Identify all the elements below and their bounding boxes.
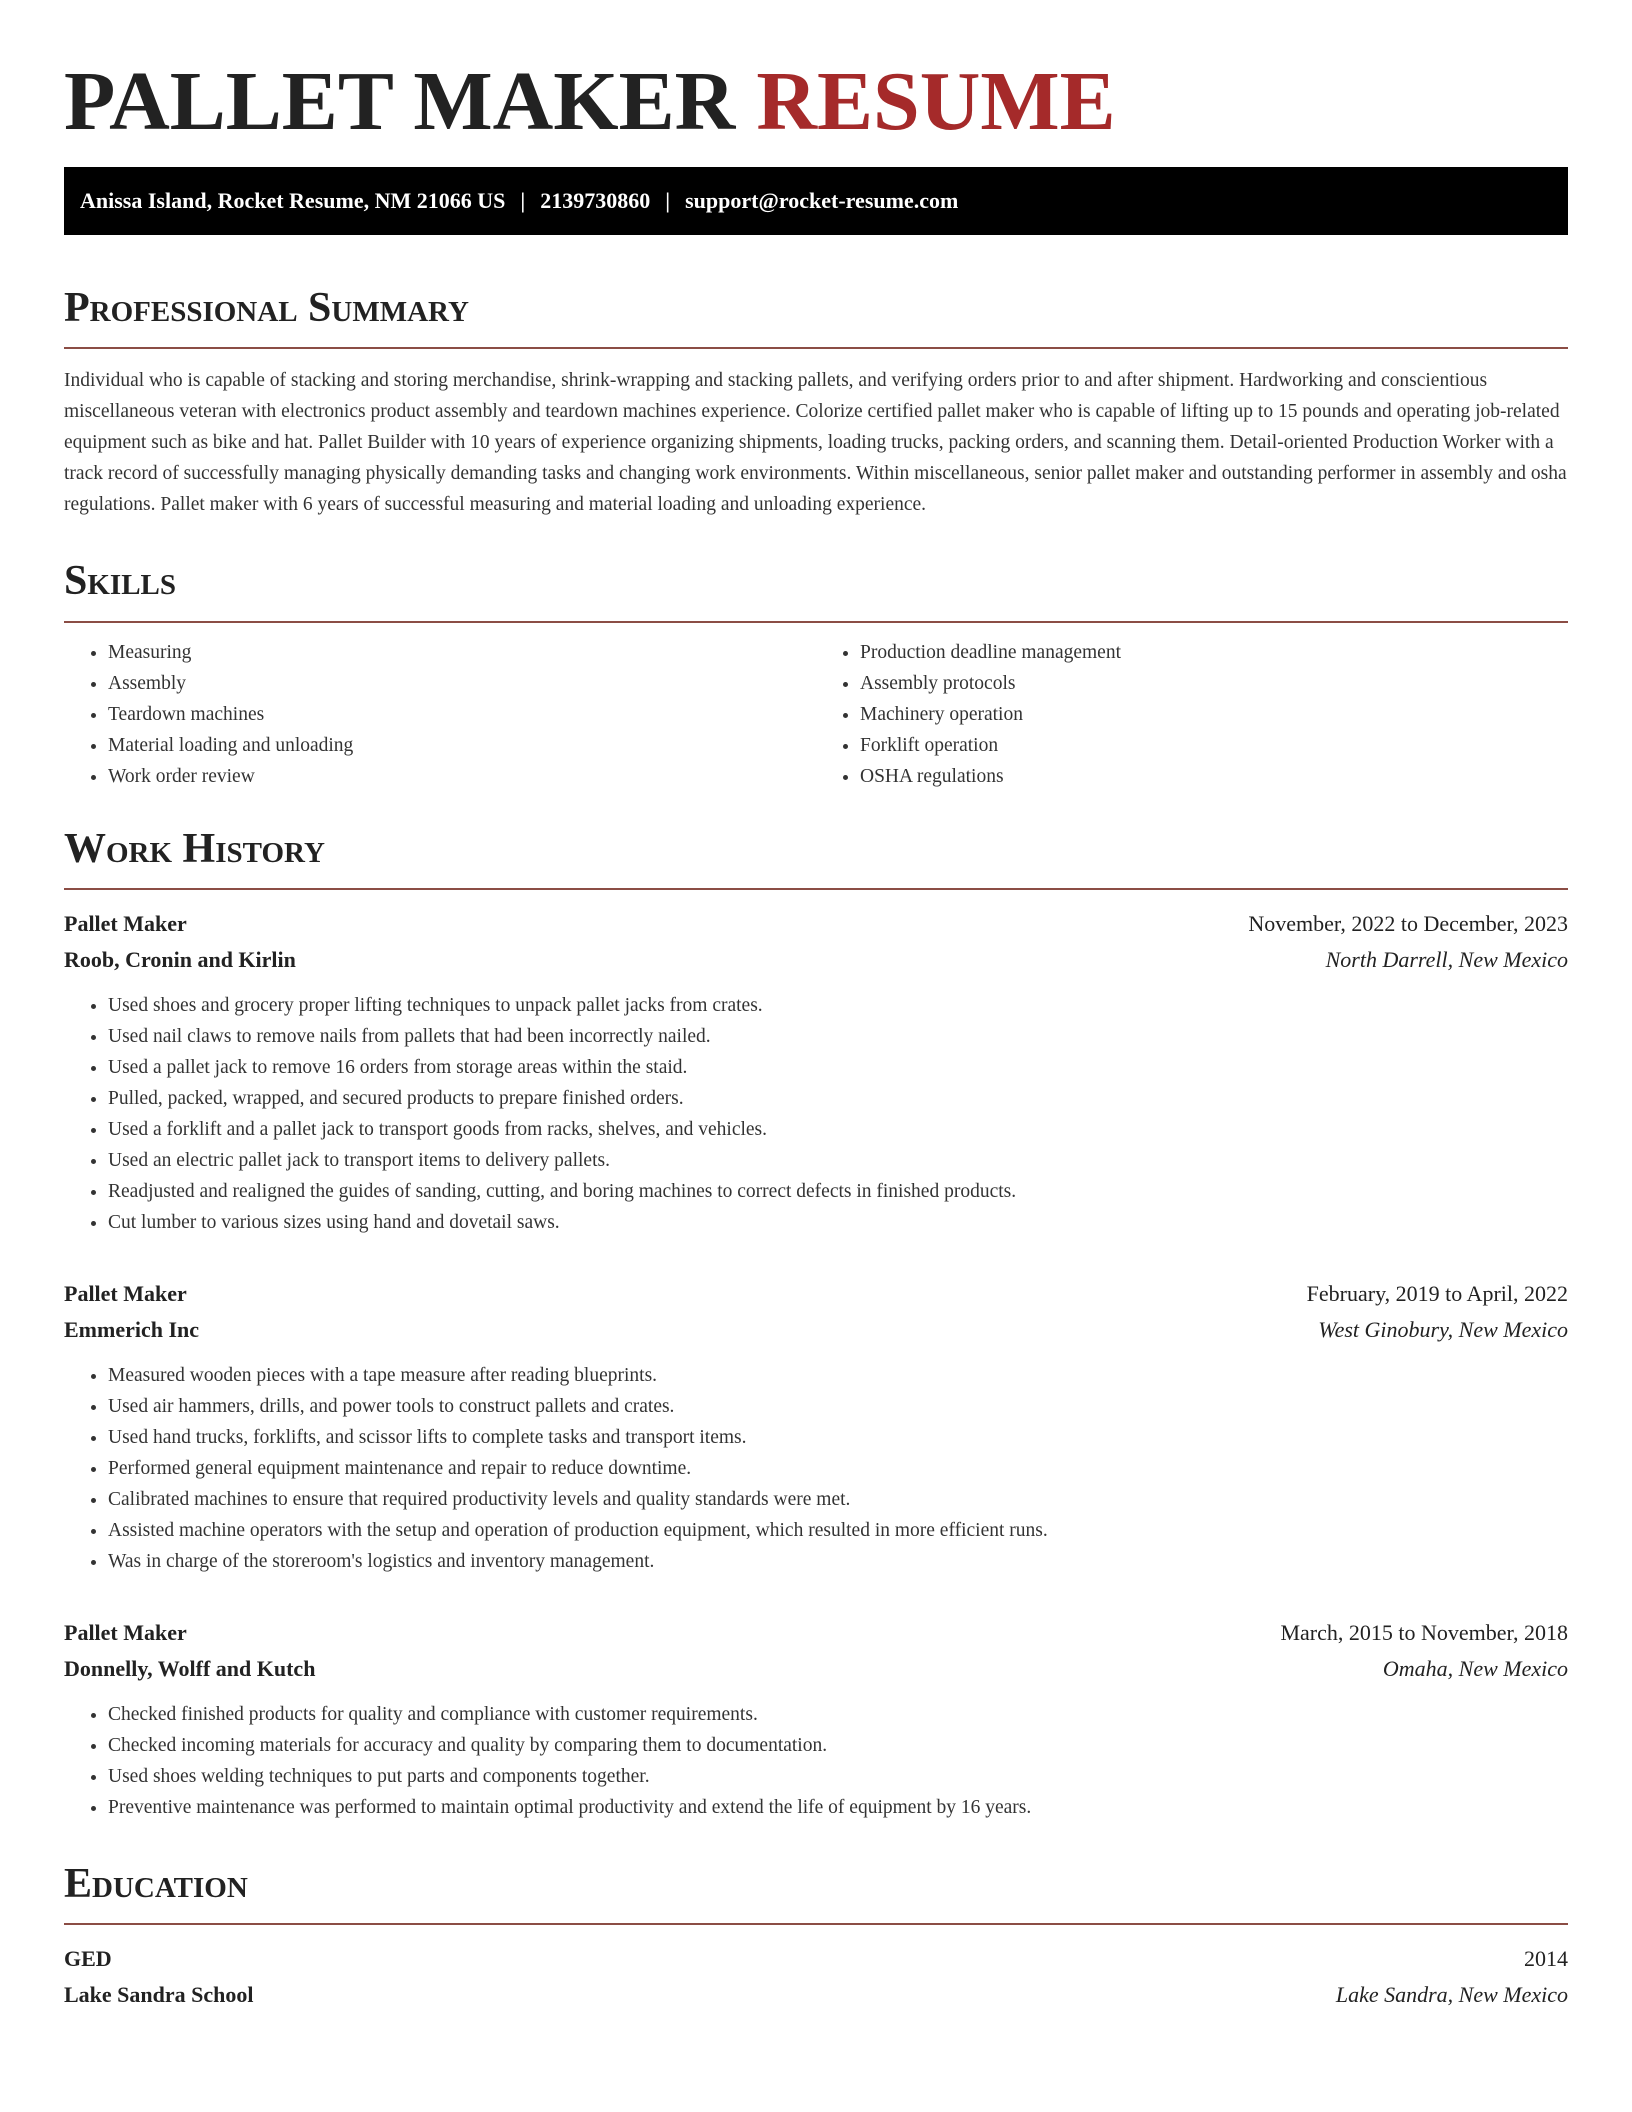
job-bullets	[64, 1360, 1568, 1577]
job-bullet: • Performed general equipment maintenance and repair to reduce downtime.	[108, 1453, 1568, 1484]
education-location: Lake Sandra, New Mexico	[1335, 1982, 1568, 2008]
education-degree: GED	[64, 1946, 112, 1972]
section-divider	[64, 888, 1568, 890]
contact-separator: |	[665, 187, 671, 213]
job-bullet: • Used nail claws to remove nails from pallets that had been incorrectly nailed.	[108, 1021, 1568, 1052]
contact-address: Anissa Island, Rocket Resume, NM 21066 US	[80, 187, 506, 213]
job-company-row	[64, 1312, 1568, 1348]
job-company-row	[64, 1651, 1568, 1687]
summary-text: Individual who is capable of stacking and storing merchandise, shrink-wrapping and stacking pallets, and verifying orders prior to and after shipment. Hardworking and conscientious miscellaneous veteran with electronics product assembly and teardown machines experience. Colorize certified pallet maker who is capable of lifting up to 15 pounds and operating job-related equipment such as bike and hat. Pallet Builder with 10 years of experience organizing shipments, loading trucks, packing orders, and scanning them. Detail-oriented Production Worker with a track record of successfully managing physically demanding tasks and changing work environments. Within miscellaneous, senior pallet maker and outstanding performer in assembly and osha regulations. Pallet maker with 6 years of successful measuring and material loading and unloading experience.	[64, 370, 1567, 516]
section-divider	[64, 1923, 1568, 1925]
job-bullets	[64, 1699, 1568, 1823]
job-bullet: • Was in charge of the storeroom's logistics and inventory management.	[108, 1546, 1568, 1577]
job-bullet: • Used a forklift and a pallet jack to transport goods from racks, shelves, and vehicles.	[108, 1114, 1568, 1145]
contact-phone: 2139730860	[540, 187, 651, 213]
job-bullet: • Checked finished products for quality and compliance with customer requirements.	[108, 1699, 1568, 1730]
education-school: Lake Sandra School	[64, 1982, 254, 2008]
contact-bar	[64, 167, 1568, 235]
job-title: Pallet Maker	[64, 1619, 187, 1645]
job-entry	[64, 1276, 1568, 1577]
education-degree-row	[64, 1941, 1568, 1977]
skill-item: • Teardown machines	[108, 699, 816, 730]
job-bullet: • Used an electric pallet jack to transport items to delivery pallets.	[108, 1145, 1568, 1176]
job-bullet: • Used a pallet jack to remove 16 orders from storage areas within the staid.	[108, 1052, 1568, 1083]
skills-heading: Skills	[64, 558, 177, 605]
skill-item: • Measuring	[108, 637, 816, 668]
job-title: Pallet Maker	[64, 1280, 187, 1306]
job-header-row	[64, 1615, 1568, 1651]
education-school-row	[64, 1977, 1568, 2013]
job-header-row	[64, 1276, 1568, 1312]
skill-item: • OSHA regulations	[860, 761, 1568, 792]
skill-item: • Machinery operation	[860, 699, 1568, 730]
summary-heading: Professional Summary	[64, 284, 469, 331]
job-entry	[64, 1615, 1568, 1823]
job-dates: March, 2015 to November, 2018	[1280, 1619, 1568, 1645]
skills-list-right	[816, 637, 1568, 792]
job-bullet: • Pulled, packed, wrapped, and secured products to prepare finished orders.	[108, 1083, 1568, 1114]
skills-list-left	[64, 637, 816, 792]
job-bullet: • Assisted machine operators with the setup and operation of production equipment, which resulted in more efficient runs.	[108, 1515, 1568, 1546]
skills-columns	[64, 637, 1568, 792]
education-entry	[64, 1941, 1568, 2013]
job-entry	[64, 906, 1568, 1238]
job-location: North Darrell, New Mexico	[1325, 946, 1568, 972]
skill-item: • Work order review	[108, 761, 816, 792]
contact-separator: |	[520, 187, 526, 213]
job-dates: February, 2019 to April, 2022	[1306, 1280, 1568, 1306]
job-bullet: • Readjusted and realigned the guides of sanding, cutting, and boring machines to correct defects in finished products.	[108, 1176, 1568, 1207]
job-bullet: • Used hand trucks, forklifts, and scissor lifts to complete tasks and transport items.	[108, 1422, 1568, 1453]
job-bullet: • Calibrated machines to ensure that required productivity levels and quality standards were met.	[108, 1484, 1568, 1515]
skills-section	[64, 556, 1568, 791]
job-header-row	[64, 906, 1568, 942]
resume-title	[64, 0, 1568, 153]
section-divider	[64, 621, 1568, 623]
section-divider	[64, 347, 1568, 349]
job-company-row	[64, 942, 1568, 978]
work-history-section	[64, 824, 1568, 1823]
resume-page	[64, 0, 1568, 2013]
job-bullets	[64, 990, 1568, 1238]
job-bullet: • Measured wooden pieces with a tape measure after reading blueprints.	[108, 1360, 1568, 1391]
education-heading: Education	[64, 1860, 248, 1907]
job-location: Omaha, New Mexico	[1382, 1655, 1568, 1681]
job-bullet: • Used air hammers, drills, and power tools to construct pallets and crates.	[108, 1391, 1568, 1422]
skill-item: • Assembly protocols	[860, 668, 1568, 699]
job-company: Roob, Cronin and Kirlin	[64, 946, 296, 972]
job-bullet: • Used shoes welding techniques to put parts and components together.	[108, 1761, 1568, 1792]
job-bullet: • Checked incoming materials for accuracy and quality by comparing them to documentation.	[108, 1730, 1568, 1761]
title-main: PALLET MAKER	[64, 55, 736, 148]
job-company: Donnelly, Wolff and Kutch	[64, 1655, 316, 1681]
summary-section	[64, 283, 1568, 520]
title-accent: RESUME	[756, 55, 1116, 148]
job-location: West Ginobury, New Mexico	[1318, 1316, 1568, 1342]
contact-email[interactable]: support@rocket-resume.com	[685, 187, 959, 213]
skill-item: • Production deadline management	[860, 637, 1568, 668]
job-bullet: • Cut lumber to various sizes using hand and dovetail saws.	[108, 1207, 1568, 1238]
skill-item: • Assembly	[108, 668, 816, 699]
education-section	[64, 1859, 1568, 2013]
work-history-heading: Work History	[64, 825, 325, 872]
job-dates: November, 2022 to December, 2023	[1248, 910, 1568, 936]
job-title: Pallet Maker	[64, 910, 187, 936]
job-bullet: • Preventive maintenance was performed to maintain optimal productivity and extend the life of equipment by 16 years.	[108, 1792, 1568, 1823]
job-bullet: • Used shoes and grocery proper lifting techniques to unpack pallet jacks from crates.	[108, 990, 1568, 1021]
skill-item: • Forklift operation	[860, 730, 1568, 761]
job-company: Emmerich Inc	[64, 1316, 200, 1342]
education-year: 2014	[1524, 1946, 1568, 1972]
skill-item: • Material loading and unloading	[108, 730, 816, 761]
